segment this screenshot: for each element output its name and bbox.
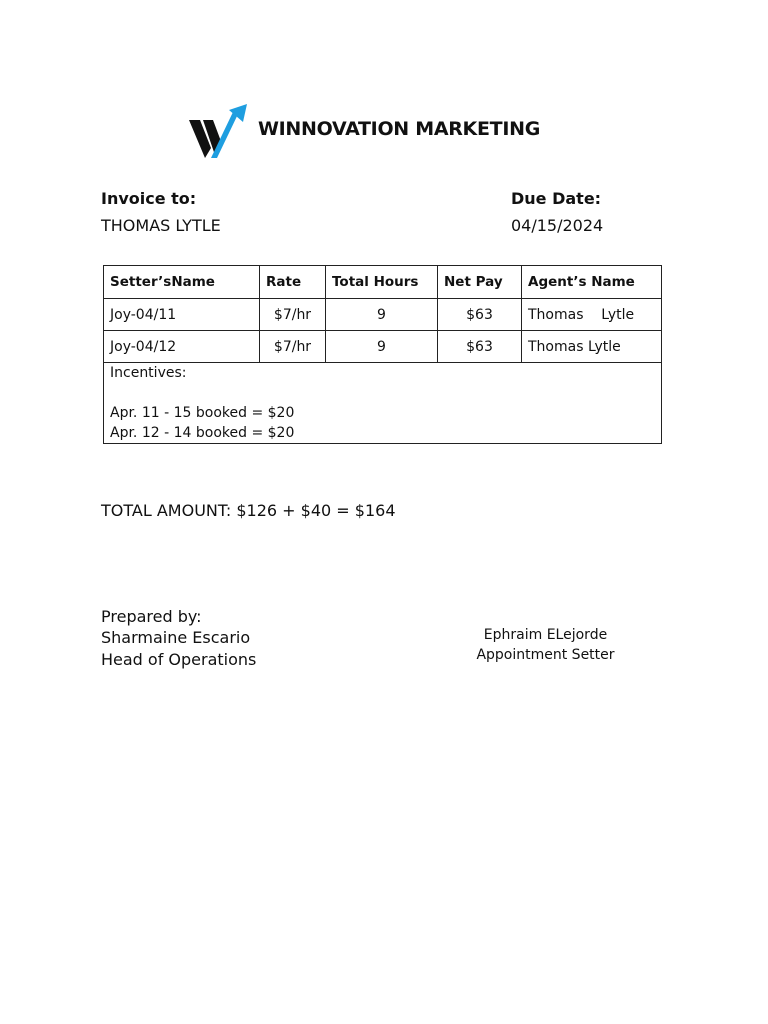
incentive-line: Apr. 12 - 14 booked = $20: [110, 425, 295, 441]
header-total-hours: Total Hours: [326, 266, 438, 299]
header-net-pay: Net Pay: [438, 266, 522, 299]
prepared-by-title: Head of Operations: [101, 650, 257, 669]
cell-agent: Thomas Lytle: [522, 299, 662, 331]
incentives-label: Incentives:: [110, 365, 187, 381]
winnovation-logo-icon: [189, 102, 249, 160]
cell-setter: Joy-04/12: [104, 331, 260, 363]
invoice-to-label: Invoice to:: [101, 189, 197, 208]
prepared-by-name: Sharmaine Escario: [101, 628, 251, 647]
invoice-table: [103, 265, 662, 444]
incentives-cell: [104, 363, 662, 444]
cell-rate: $7/hr: [260, 299, 326, 331]
incentives-row: [104, 363, 662, 444]
invoice-to-name: THOMAS LYTLE: [101, 216, 221, 235]
setter-name: Ephraim ELejorde: [483, 627, 608, 643]
incentive-line: Apr. 11 - 15 booked = $20: [110, 405, 295, 421]
total-amount: TOTAL AMOUNT: $126 + $40 = $164: [101, 501, 396, 520]
cell-rate: $7/hr: [260, 331, 326, 363]
table-row: [104, 299, 662, 331]
due-date-value: 04/15/2024: [511, 216, 604, 235]
table-header-row: [104, 266, 662, 299]
cell-net-pay: $63: [438, 299, 522, 331]
due-date-label: Due Date:: [511, 189, 602, 208]
brand-name: WINNOVATION MARKETING: [258, 118, 540, 140]
cell-hours: 9: [326, 331, 438, 363]
prepared-by-label: Prepared by:: [101, 607, 202, 626]
cell-net-pay: $63: [438, 331, 522, 363]
cell-hours: 9: [326, 299, 438, 331]
header-agent-name: Agent’s Name: [522, 266, 662, 299]
table-row: [104, 331, 662, 363]
setter-title: Appointment Setter: [476, 647, 615, 663]
header-rate: Rate: [260, 266, 326, 299]
cell-agent: Thomas Lytle: [522, 331, 662, 363]
cell-setter: Joy-04/11: [104, 299, 260, 331]
header-setter-name: Setter’sName: [104, 266, 260, 299]
